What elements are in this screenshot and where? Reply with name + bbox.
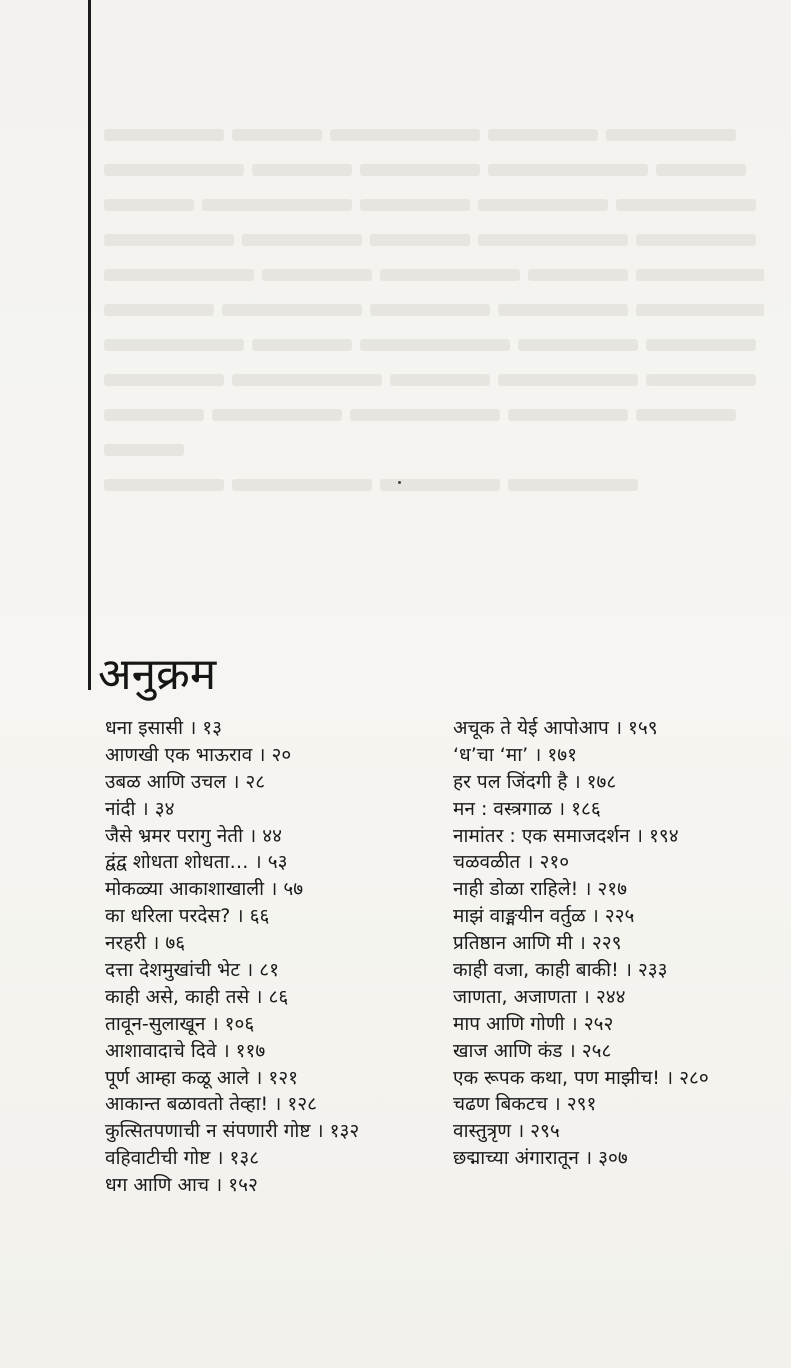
toc-entry — [453, 1091, 773, 1118]
toc-entry-title: माझं वाङ्मयीन वर्तुळ — [453, 905, 586, 928]
toc-entry — [105, 984, 435, 1011]
toc-entry-page: २८ — [245, 770, 266, 793]
toc-entry — [453, 823, 773, 850]
toc-entry-title: कुत्सितपणाची न संपणारी गोष्ट — [105, 1120, 311, 1143]
toc-entry-page: १५९ — [628, 717, 658, 739]
toc-entry — [453, 1065, 773, 1092]
toc-entry-title: ‘ध’चा ‘मा’ — [453, 743, 529, 766]
toc-entry — [105, 930, 435, 957]
toc-entry-page: २१७ — [597, 878, 628, 901]
toc-entry-title: तावून-सुलाखून — [105, 1012, 206, 1035]
toc-entry-title: धना इसासी — [105, 717, 184, 739]
toc-entry-page: १७८ — [586, 770, 617, 793]
toc-entry-title: जाणता, अजाणता — [453, 985, 577, 1008]
toc-entry-page: २२५ — [604, 905, 635, 928]
toc-entry-page: ३०७ — [598, 1147, 628, 1170]
toc-entry-separator: । — [557, 797, 566, 820]
toc-entry-separator: । — [270, 878, 278, 901]
stray-dot — [398, 481, 401, 484]
toc-entry — [105, 1118, 435, 1145]
toc-entry-page: २३३ — [637, 959, 668, 982]
toc-entry — [453, 984, 773, 1011]
toc-entry-page: १९४ — [648, 824, 679, 847]
toc-entry — [453, 1011, 773, 1038]
toc-entry-page: १२१ — [268, 1066, 298, 1089]
toc-entry — [453, 957, 773, 984]
toc-entry — [105, 796, 435, 823]
toc-entry-title: चढण बिकटच — [453, 1093, 548, 1116]
toc-entry-title: आशावादाचे दिवे — [105, 1039, 217, 1062]
toc-entry — [105, 769, 435, 796]
toc-entry-separator: । — [614, 717, 623, 739]
toc-entry-separator: । — [249, 824, 257, 847]
toc-entry-separator: । — [534, 743, 542, 766]
toc-entry-page: १८६ — [571, 797, 601, 820]
toc-entry — [105, 823, 435, 850]
toc-entry-page: २२९ — [591, 932, 622, 955]
toc-entry-title: एक रूपक कथा, पण माझीच! — [453, 1066, 660, 1089]
toc-entry — [453, 769, 773, 796]
toc-entry-page: २५२ — [583, 1012, 614, 1035]
toc-entry-page: ६६ — [249, 905, 270, 928]
toc-entry-separator: । — [255, 1066, 263, 1089]
toc-entry-page: २८० — [679, 1066, 709, 1089]
toc-entry-page: १५२ — [228, 1174, 258, 1197]
toc-entry-separator: । — [189, 717, 197, 739]
toc-entry-title: हर पल जिंदगी है — [453, 770, 568, 793]
toc-entry — [105, 1091, 435, 1118]
toc-entry-page: १७१ — [547, 743, 577, 766]
toc-entry-title: काही असे, काही तसे — [105, 985, 250, 1008]
toc-entry-title: मोकळ्या आकाशाखाली — [105, 878, 265, 901]
toc-entry-title: अचूक ते येई आपोआप — [453, 717, 609, 739]
toc-entry-title: नामांतर : एक समाजदर्शन — [453, 824, 630, 847]
toc-entry-separator: । — [570, 1012, 578, 1035]
toc-entry-page: ७६ — [165, 932, 186, 955]
toc-entry — [105, 1011, 435, 1038]
toc-entry-page: १२८ — [287, 1093, 318, 1116]
toc-entry — [105, 1038, 435, 1065]
toc-entry-page: ३४ — [154, 797, 175, 820]
toc-entry-page: २१० — [539, 851, 570, 874]
toc-left-column — [105, 715, 435, 1199]
toc-entry — [105, 1172, 435, 1199]
toc-entry-separator: । — [141, 797, 149, 820]
page-title: अनुक्रम — [98, 649, 217, 700]
toc-entry-separator: । — [573, 770, 581, 793]
toc-entry-title: माप आणि गोणी — [453, 1012, 565, 1035]
toc-entry-separator: । — [216, 1147, 224, 1170]
toc-entry-separator: । — [624, 959, 632, 982]
toc-entry-separator: । — [591, 905, 599, 928]
toc-entry-title: वास्तुत्रृण — [453, 1120, 511, 1143]
toc-entry-page: ४४ — [262, 824, 282, 847]
toc-entry — [105, 1145, 435, 1172]
toc-entry-title: आणखी एक भाऊराव — [105, 743, 253, 766]
toc-entry-title: नांदी — [105, 797, 136, 820]
toc-entry-separator: । — [635, 824, 643, 847]
toc-entry-page: १०६ — [224, 1012, 255, 1035]
toc-entry-title: आकान्त बळावतो तेव्हा! — [105, 1093, 269, 1116]
toc-entry — [105, 1065, 435, 1092]
toc-entry — [453, 796, 773, 823]
toc-entry-separator: । — [254, 851, 262, 874]
toc-entry — [453, 1118, 773, 1145]
toc-entry-separator: । — [245, 959, 254, 982]
toc-entry-title: पूर्ण आम्हा कळू आले — [105, 1066, 250, 1089]
toc-entry — [105, 715, 435, 742]
toc-entry-separator: । — [582, 985, 590, 1008]
toc-entry-separator: । — [236, 905, 244, 928]
toc-entry-separator: । — [222, 1039, 230, 1062]
toc-entry — [453, 742, 773, 769]
toc-entry-page: ८६ — [268, 985, 289, 1008]
toc-entry-title: धग आणि आच — [105, 1174, 210, 1197]
toc-entry-page: १३२ — [329, 1120, 360, 1143]
toc-entry-title: नरहरी — [105, 932, 147, 955]
toc-entry-page: ८१ — [259, 959, 279, 982]
toc-entry-page: २० — [271, 743, 292, 766]
toc-entry — [105, 957, 435, 984]
toc-entry-title: का धरिला परदेस? — [105, 905, 231, 928]
toc-entry — [453, 903, 773, 930]
toc-entry-page: २९१ — [566, 1093, 597, 1116]
toc-entry — [105, 876, 435, 903]
toc-entry-title: दत्ता देशमुखांची भेट — [105, 959, 240, 982]
toc-entry-title: काही वजा, काही बाकी! — [453, 959, 619, 982]
toc-entry-separator: । — [152, 932, 160, 955]
toc-entry-separator: । — [211, 1012, 219, 1035]
toc-entry-title: छद्माच्या अंगारातून — [453, 1147, 579, 1170]
toc-entry-title: मन : वस्त्रगाळ — [453, 797, 552, 820]
toc-entry-separator: । — [578, 932, 586, 955]
toc-entry-separator: । — [232, 770, 240, 793]
toc-entry-separator: । — [274, 1093, 282, 1116]
toc-entry-title: वहिवाटीची गोष्ट — [105, 1147, 211, 1170]
toc-entry-title: प्रतिष्ठान आणि मी — [453, 932, 573, 955]
toc-entry — [453, 1145, 773, 1172]
toc-entry — [105, 849, 435, 876]
bleed-through-text — [104, 118, 764, 503]
toc-entry-separator: । — [258, 743, 266, 766]
toc-entry-page: २९५ — [530, 1120, 560, 1143]
toc-entry-page: १३८ — [229, 1147, 260, 1170]
toc-right-column — [453, 715, 773, 1172]
toc-entry-page: ११७ — [235, 1039, 266, 1062]
toc-entry-separator: । — [584, 1147, 593, 1170]
toc-entry — [453, 876, 773, 903]
toc-entry-page: ५३ — [267, 851, 288, 874]
toc-entry — [105, 742, 435, 769]
toc-entry-separator: । — [316, 1120, 324, 1143]
toc-entry-separator: । — [665, 1066, 674, 1089]
toc-entry-page: २५८ — [581, 1039, 612, 1062]
toc-entry-title: खाज आणि कंड — [453, 1039, 563, 1062]
toc-entry-title: उबळ आणि उचल — [105, 770, 227, 793]
toc-entry-title: चळवळीत — [453, 851, 521, 874]
toc-entry — [453, 715, 773, 742]
toc-entry-separator: । — [516, 1120, 525, 1143]
toc-entry — [453, 1038, 773, 1065]
toc-entry-separator: । — [255, 985, 263, 1008]
toc-entry-page: १३ — [202, 717, 223, 739]
toc-entry — [105, 903, 435, 930]
toc-entry-separator: । — [215, 1174, 223, 1197]
toc-entry-separator: । — [584, 878, 592, 901]
toc-entry-separator: । — [526, 851, 534, 874]
toc-entry — [453, 930, 773, 957]
toc-entry — [453, 849, 773, 876]
margin-rule — [88, 0, 91, 690]
toc-entry-page: २४४ — [595, 985, 626, 1008]
toc-entry-title: नाही डोळा राहिले! — [453, 878, 579, 901]
toc-entry-separator: । — [553, 1093, 561, 1116]
toc-entry-separator: । — [568, 1039, 576, 1062]
toc-entry-page: ५७ — [283, 878, 304, 901]
toc-entry-title: द्वंद्व शोधता शोधता… — [105, 851, 249, 874]
toc-entry-title: जैसे भ्रमर परागु नेती — [105, 824, 244, 847]
